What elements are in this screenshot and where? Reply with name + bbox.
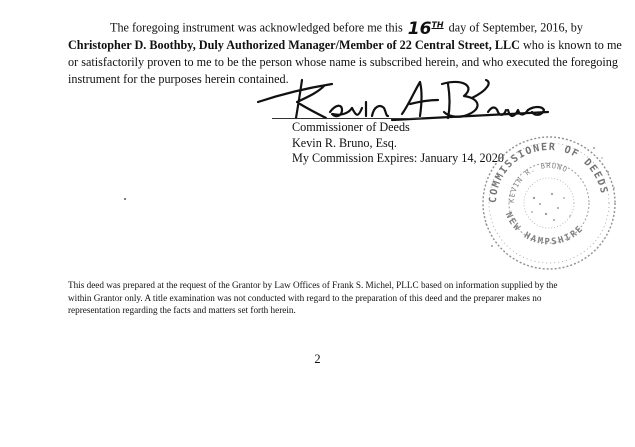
notary-block	[292, 120, 504, 167]
notary-name: Kevin R. Bruno, Esq.	[292, 135, 397, 150]
seal-name: KEVIN R. BRUNO	[507, 162, 570, 204]
svg-text:COMMISSIONER OF DEEDS	[488, 142, 609, 203]
ack-text-2: day of September, 2016,	[448, 20, 568, 35]
svg-text:KEVIN R. BRUNO	[508, 162, 569, 203]
signature-line	[272, 118, 422, 119]
preparer-statement	[68, 279, 568, 317]
ack-text-3: by	[570, 20, 583, 35]
handwritten-day: 16TH	[407, 18, 444, 39]
page-number: 2	[314, 352, 321, 366]
seal-text: COMMISSIONER OF DEEDS	[487, 141, 610, 204]
ack-text-1: The foregoing instrument was acknowledged before me this	[110, 20, 403, 35]
day-suffix: TH	[431, 20, 444, 29]
notary-seal	[474, 128, 624, 278]
ack-text-4: who is known to me or satisfactorily proven to me to be the person whose name is subscribed herein, and who executed the foregoing instrument for the purposes herein contained.	[68, 37, 622, 86]
principal-name: Christopher D. Boothby, Duly Authorized Manager/Member of 22 Central Street, LLC	[68, 37, 520, 52]
commission-expiration: My Commission Expires: January 14, 2020	[292, 151, 504, 165]
svg-text:NEW HAMPSHIRE	[503, 211, 587, 248]
stray-mark	[124, 198, 126, 200]
preparer-statement-text: This deed was prepared at the request of the Grantor by Law Offices of Frank S. Michel, PLLC based on information supplied by the within Grantor only. A title examination was not conducted with regard to the preparation of this deed and the preparer makes no representation regarding the facts and matters set forth herein.	[68, 280, 558, 316]
seal-state: NEW HAMPSHIRE	[502, 210, 587, 248]
notary-title: Commissioner of Deeds	[292, 120, 410, 134]
